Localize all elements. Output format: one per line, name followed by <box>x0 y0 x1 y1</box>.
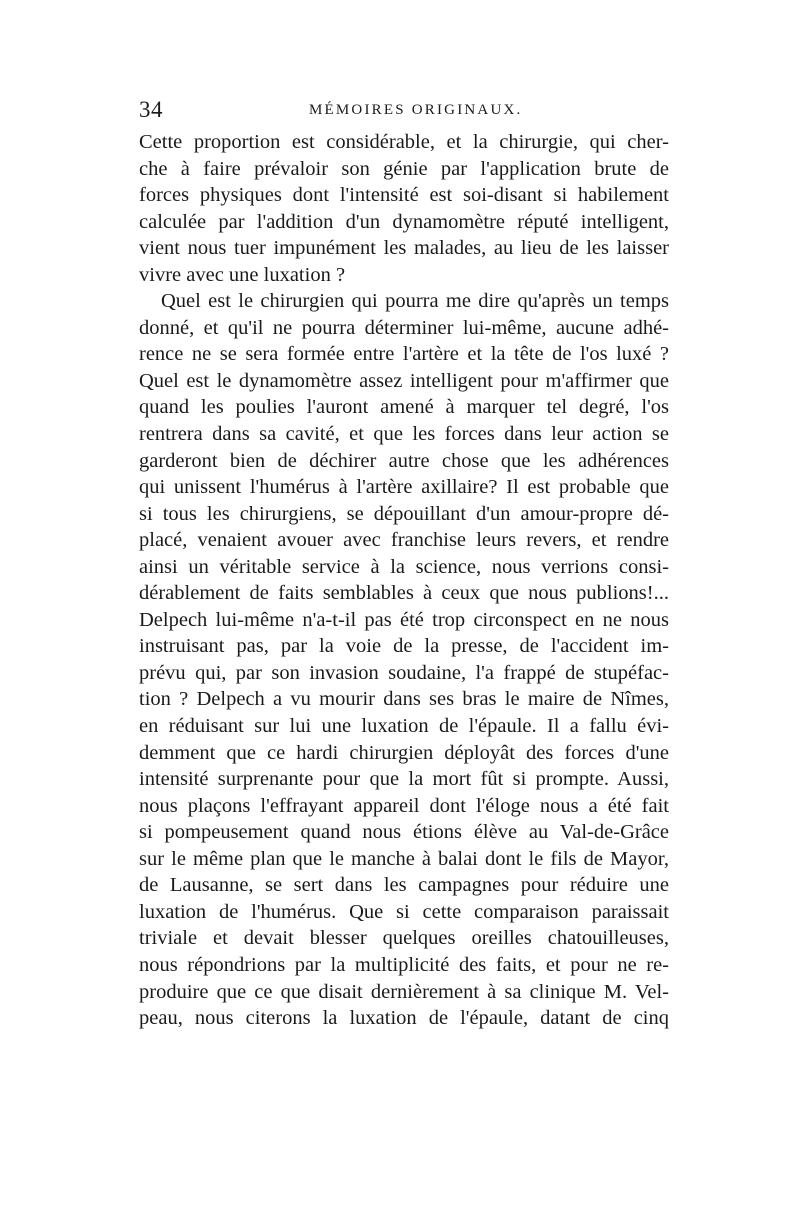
text-line: nous plaçons l'effrayant appareil dont l'éloge nous a été fait <box>139 794 669 817</box>
text-line: de Lausanne, se sert dans les campagnes pour réduire une <box>139 874 669 897</box>
text-line: che à faire prévaloir son génie par l'application brute de <box>139 157 669 180</box>
text-line: placé, venaient avouer avec franchise leurs revers, et rendre <box>139 529 669 552</box>
text-line: nous répondrions par la multiplicité des faits, et pour ne re- <box>139 953 669 976</box>
text-line: garderont bien de déchirer autre chose que les adhérences <box>139 449 669 472</box>
text-line: Quel est le dynamomètre assez intelligent pour m'affirmer que <box>139 369 669 392</box>
running-head: MÉMOIRES ORIGINAUX. <box>309 102 523 118</box>
body-text <box>139 129 669 1032</box>
text-line: intensité surprenante pour que la mort fût si prompte. Aussi, <box>139 768 669 791</box>
text-line: rence ne se sera formée entre l'artère et la tête de l'os luxé ? <box>139 343 669 366</box>
text-line: qui unissent l'humérus à l'artère axillaire? Il est probable que <box>139 476 669 499</box>
text-line: rentrera dans sa cavité, et que les forces dans leur action se <box>139 423 669 446</box>
text-line: quand les poulies l'auront amené à marquer tel degré, l'os <box>139 396 669 419</box>
text-line: si pompeusement quand nous étions élève au Val-de-Grâce <box>139 821 669 844</box>
text-line: prévu qui, par son invasion soudaine, l'a frappé de stupéfac- <box>139 661 669 684</box>
text-line: vivre avec une luxation ? <box>139 263 346 286</box>
page-header <box>139 97 669 127</box>
text-line: calculée par l'addition d'un dynamomètre réputé intelligent, <box>139 210 669 233</box>
text-line: Delpech lui-même n'a-t-il pas été trop circonspect en ne nous <box>139 608 669 631</box>
text-line: peau, nous citerons la luxation de l'épaule, datant de cinq <box>139 1007 669 1030</box>
text-line: triviale et devait blesser quelques oreilles chatouilleuses, <box>139 927 669 950</box>
text-line: sur le même plan que le manche à balai dont le fils de Mayor, <box>139 847 669 870</box>
paragraph-start-line: Quel est le chirurgien qui pourra me dire qu'après un temps <box>161 290 669 313</box>
text-line: en réduisant sur lui une luxation de l'épaule. Il a fallu évi- <box>139 715 669 738</box>
text-line: demment que ce hardi chirurgien déployât des forces d'une <box>139 741 669 764</box>
text-line: tion ? Delpech a vu mourir dans ses bras le maire de Nîmes, <box>139 688 669 711</box>
text-line: donné, et qu'il ne pourra déterminer lui-même, aucune adhé- <box>139 316 669 339</box>
text-line: dérablement de faits semblables à ceux que nous publions!... <box>139 582 669 605</box>
text-line: ainsi un véritable service à la science, nous verrions consi- <box>139 555 669 578</box>
text-line: vient nous tuer impunément les malades, au lieu de les laisser <box>139 237 669 260</box>
text-line: forces physiques dont l'intensité est soi-disant si habilement <box>139 184 669 207</box>
text-line: si tous les chirurgiens, se dépouillant d'un amour-propre dé- <box>139 502 669 525</box>
text-line: produire que ce que disait dernièrement à sa clinique M. Vel- <box>139 980 669 1003</box>
text-line: luxation de l'humérus. Que si cette comparaison paraissait <box>139 900 669 923</box>
page-number: 34 <box>139 97 163 122</box>
text-line: Cette proportion est considérable, et la chirurgie, qui cher- <box>139 131 669 153</box>
text-line: instruisant pas, par la voie de la presse, de l'accident im- <box>139 635 669 658</box>
